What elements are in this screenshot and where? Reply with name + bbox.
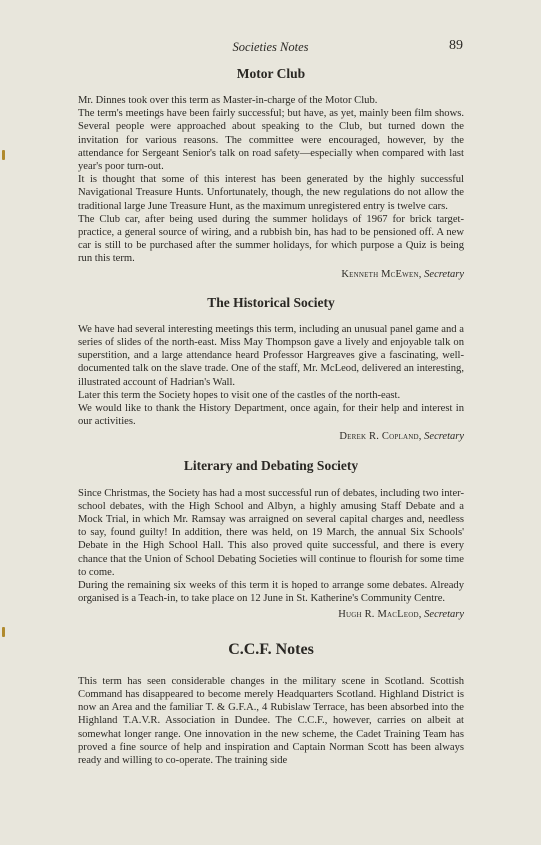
paragraph: We would like to thank the History Department, once again, for their help and interest in our activities. (78, 403, 464, 428)
margin-mark (2, 150, 5, 160)
section-heading: Motor Club (236, 66, 306, 81)
signature-role: Secretary (424, 268, 464, 280)
section-historical-society (78, 295, 464, 444)
paragraph: Since Christmas, the Society has had a most successful run of debates, including two inter-school debates, with the High School and Albyn, a highly amusing Staff Debate and a Mock Trial, in which Mr. Ramsay was arraigned on several capital charges and, needless to say, found guilty! In addition, there was held, on 19 March, the annual Six Schools' Debate in the High School Hall. This also proved quite successful, and there is every chance that the Union of School Debating Societies will continue to flourish for some time to come. (78, 487, 464, 578)
section-ccf-notes (78, 641, 464, 767)
signature (78, 430, 464, 443)
running-title: Societies Notes (232, 40, 309, 54)
paragraph: This term has seen considerable changes in the military scene in Scotland. Scottish Command has disappeared to become merely Headquarters Scotland. Highland District is now an Area and the familiar T. & G.F.A., 4 Rubislaw Terrace, has been absorbed into the Highland T.A.V.R. Association in Dundee. The C.C.F., however, carries on albeit at somewhat longer range. One innovation in the new scheme, the Cadet Training Team has proved a fine source of help and inspiration and Captain Norman Scott has been always ready and willing to co-operate. The training side (78, 675, 464, 766)
signature-role: Secretary (424, 431, 464, 443)
page-content (78, 58, 464, 767)
signature-name: Kenneth McEwen, (341, 268, 422, 280)
margin-mark (2, 627, 5, 637)
signature-role: Secretary (424, 608, 464, 620)
paragraph: During the remaining six weeks of this term it is hoped to arrange some debates. Already organised is a Teach-in, to take place on 12 June in St. Katherine's Community Centre. (78, 580, 464, 605)
section-heading: Literary and Debating Society (183, 457, 359, 473)
section-heading: C.C.F. Notes (228, 640, 314, 658)
section-literary-debating (78, 458, 464, 621)
paragraph: Mr. Dinnes took over this term as Master-in-charge of the Motor Club. (78, 95, 378, 106)
signature-name: Derek R. Copland, (339, 431, 422, 443)
paragraph: We have had several interesting meetings this term, including an unusual panel game and a series of slides of the north-east. Miss May Thompson gave a lively and enjoyable talk on superstition, and a large attendance heard Professor Hargreaves give a fascinating, well-documented talk on the slave trade. One of the staff, Mr. McLeod, delivered an interesting, illustrated account of Hadrian's Wall. (78, 323, 464, 388)
signature (78, 268, 464, 281)
paragraph: The term's meetings have been fairly successful; but have, as yet, mainly been film shows. Several people were approached about speaking to the Club, but turned down the invitation for various reasons. The committee were encouraged, however, by the attendance for Sergeant Senior's talk on road safety—especially when compared with last year's poor turn-out. (78, 108, 464, 173)
paragraph: Later this term the Society hopes to visit one of the castles of the north-east. (78, 389, 401, 401)
paragraph: The Club car, after being used during the summer holidays of 1967 for brick target-practice, a general source of wiring, and a rubbish bin, has had to be pensioned off. A new car is still to be purchased after the summer holidays, for which purpose a Quiz is being run this term. (78, 213, 464, 265)
section-heading: The Historical Society (207, 294, 335, 310)
page-number: 89 (449, 38, 463, 53)
signature-name: Hugh R. MacLeod, (338, 608, 422, 620)
paragraph: It is thought that some of this interest has been generated by the highly successful Navigational Treasure Hunts. Unfortunately, though, the new regulations do not allow the traditional large June Treasure Hunt, as the maximum unregistered entry is twelve cars. (78, 174, 464, 212)
section-motor-club (78, 66, 464, 281)
signature (78, 608, 464, 621)
